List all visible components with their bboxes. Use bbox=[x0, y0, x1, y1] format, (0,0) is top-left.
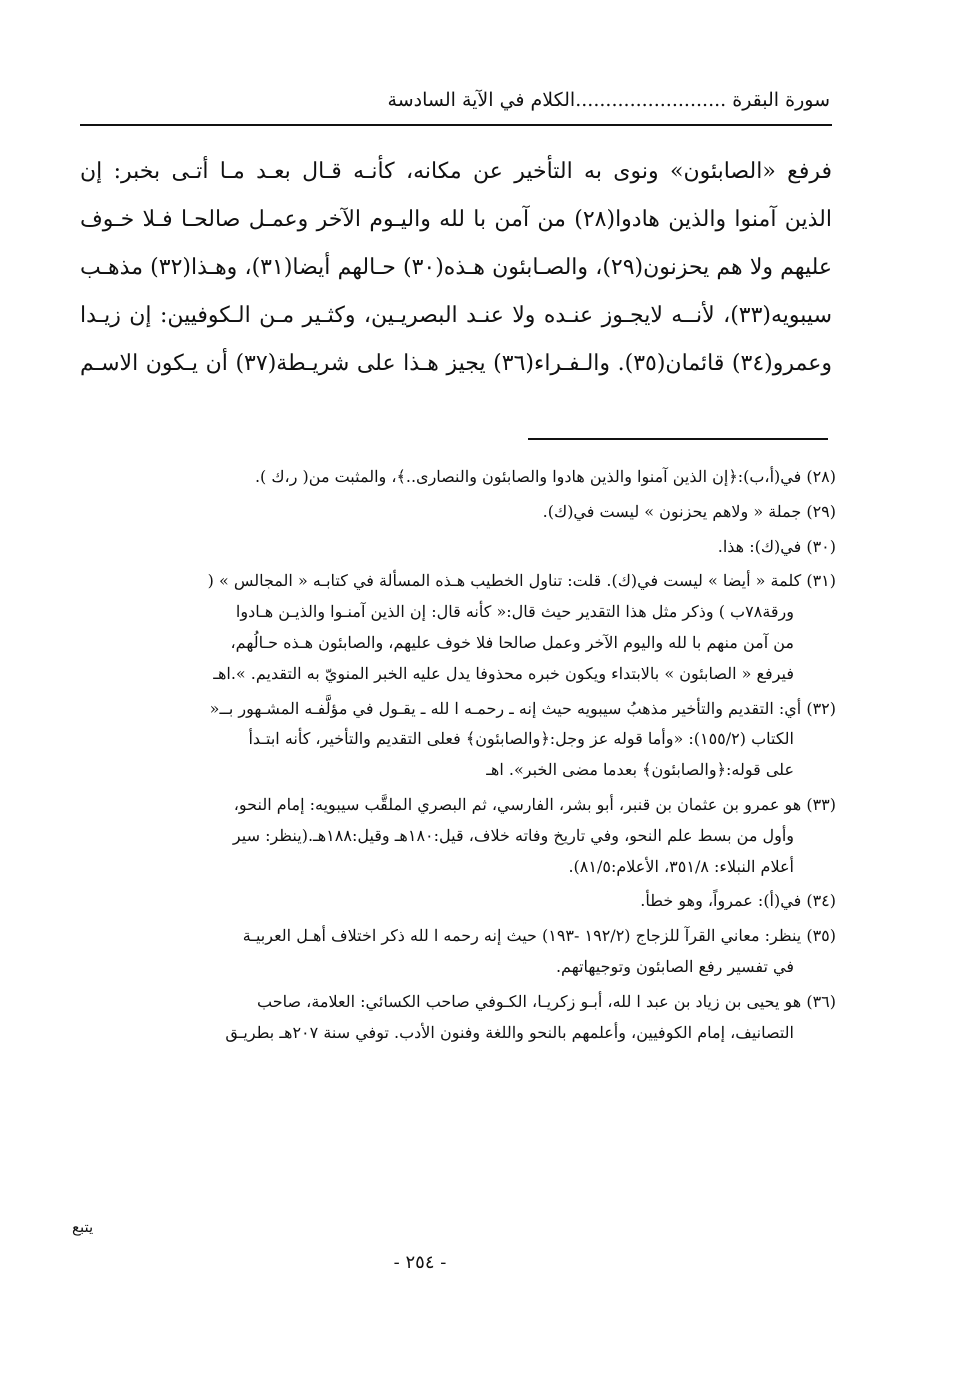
footnote-line: التصانيف، إمام الكوفيين، وأعلمهم بالنحو واللغة وفنون الأدب. توفي سنة ٢٠٧هـ بطريـق bbox=[225, 1022, 794, 1042]
footnote-line: وأول من بسط علم النحو، وفي تاريخ وفاته خلاف، قيل:١٨٠هـ وقيل:١٨٨هـ.(ينظر: سير bbox=[232, 825, 794, 845]
footnote-29 bbox=[76, 497, 836, 528]
footnote-line: (٣٣) هو عمرو بن عثمان بن قنبر، أبو بشر، الفارسي، ثم البصري الملقَّب سيبويه: إمام النحو، bbox=[233, 794, 836, 814]
footnote-35 bbox=[76, 921, 836, 983]
body-line: وعمرو(٣٤) قائمان(٣٥). والـفـراء(٣٦) يجيز هـذا على شريـطة(٣٧) أن يـكون الاسـم bbox=[80, 351, 832, 376]
footnote-line: (٣٦) هو يحيى بن زياد بن عبد ا لله، أبـو زكريـا، الكـوفي صاحب الكسائي: العلامة، صاحب bbox=[257, 991, 836, 1011]
footnote-line: الكتاب (١٥٥/٢): «وأما قوله عز وجل:﴿والصابئون﴾ فعلى التقديم والتأخير، كأنه ابتـدأ bbox=[248, 729, 794, 749]
footnote-33 bbox=[76, 790, 836, 882]
footnotes bbox=[76, 462, 836, 1052]
footnote-line: على قوله:﴿والصابئون﴾ بعدما مضى الخبر». اهـ bbox=[486, 760, 794, 780]
footnote-line: (٣١) كلمة « أيضا » ليست في(ك). قلت: تناول الخطيب هـذه المسألة في كتابـه « المجالس » ( bbox=[207, 571, 836, 591]
footnote-line: (٣٢) أي: التقديم والتأخير مذهبُ سيبويه حيث إنه ـ رحمـه ا لله ـ يقـول في مؤلَّفـه المشـهور بــ« bbox=[209, 698, 836, 718]
main-body bbox=[80, 148, 832, 388]
footnote-36 bbox=[76, 987, 836, 1049]
footnote-line: ورقة٧٨ب ) وذكر مثل هذا التقدير حيث قال:« كأنه قال: إن الذين آمنـوا والذيـن هـادوا bbox=[235, 602, 794, 622]
body-line: سيبويه(٣٣)، لأنــه لايجـوز عنـده ولا عنـد البصريـين، وكثـير مـن الـكوفيين: إن زيـدا bbox=[80, 303, 832, 328]
footnote-32 bbox=[76, 694, 836, 786]
body-line: فرفع «الصابئون» ونوى به التأخير عن مكانه، كأنـه قـال بعـد مـا أتـى بخبر: إن bbox=[80, 159, 832, 184]
footnote-line: (٣٠) في(ك): هذا. bbox=[717, 536, 836, 556]
footnote-30 bbox=[76, 532, 836, 563]
header-rule bbox=[80, 124, 832, 126]
footnote-line: من آمن منهم با لله واليوم الآخر وعمل صالحا فلا خوف عليهم، والصابئون هـذه حـالُهم، bbox=[230, 632, 794, 652]
footnote-28 bbox=[76, 462, 836, 493]
footnote-line: في تفسير رفع الصابئون وتوجيهاتهم. bbox=[555, 956, 794, 976]
page-number: - ٢٥٤ - bbox=[393, 1252, 447, 1273]
footnote-line: (٣٥) ينظر: معاني القرآ للزجاج (١٩٢/٢ -١٩٣) حيث إنه رحمه ا لله ذكر اختلاف أهـل العربيـة bbox=[242, 926, 836, 946]
body-line: الذين آمنوا والذين هادوا(٢٨) من آمن با لله واليـوم الآخر وعمـل صالحـا فـلا خـوف bbox=[80, 207, 832, 232]
footnote-separator bbox=[528, 438, 828, 440]
footnote-line: أعلام النبلاء: ٣٥١/٨، الأعلام:٨١/٥). bbox=[568, 856, 794, 876]
footnote-34 bbox=[76, 886, 836, 917]
footnote-line: (٣٤) في(أ): عمرواً، وهو خطأ. bbox=[640, 891, 836, 911]
running-header: سورة البقرة .........................الكلام في الآية السادسة bbox=[387, 89, 830, 111]
footnote-line: (٢٩) جملة « ولاهم يحزنون » ليست في(ك). bbox=[542, 501, 836, 521]
continued-marker: يتبع bbox=[72, 1218, 94, 1236]
footnote-31 bbox=[76, 566, 836, 689]
body-line: عليهم ولا هم يحزنون(٢٩)، والصـابئون هـذه(٣٠) حـالهم أيضا(٣١)، وهـذا(٣٢) مذهـب bbox=[80, 255, 833, 280]
footnote-line: (٢٨) في(أ،ب):﴿إن الذين آمنوا والذين هادوا والصابئون والنصارى..﴾، والمثبت من( ر،ك ). bbox=[254, 467, 836, 486]
footnote-line: فيرفع « الصابئون » بالابتداء ويكون خبره محذوفا يدل عليه الخبر المنويّ به التقديم. ».اهـ bbox=[213, 663, 794, 683]
